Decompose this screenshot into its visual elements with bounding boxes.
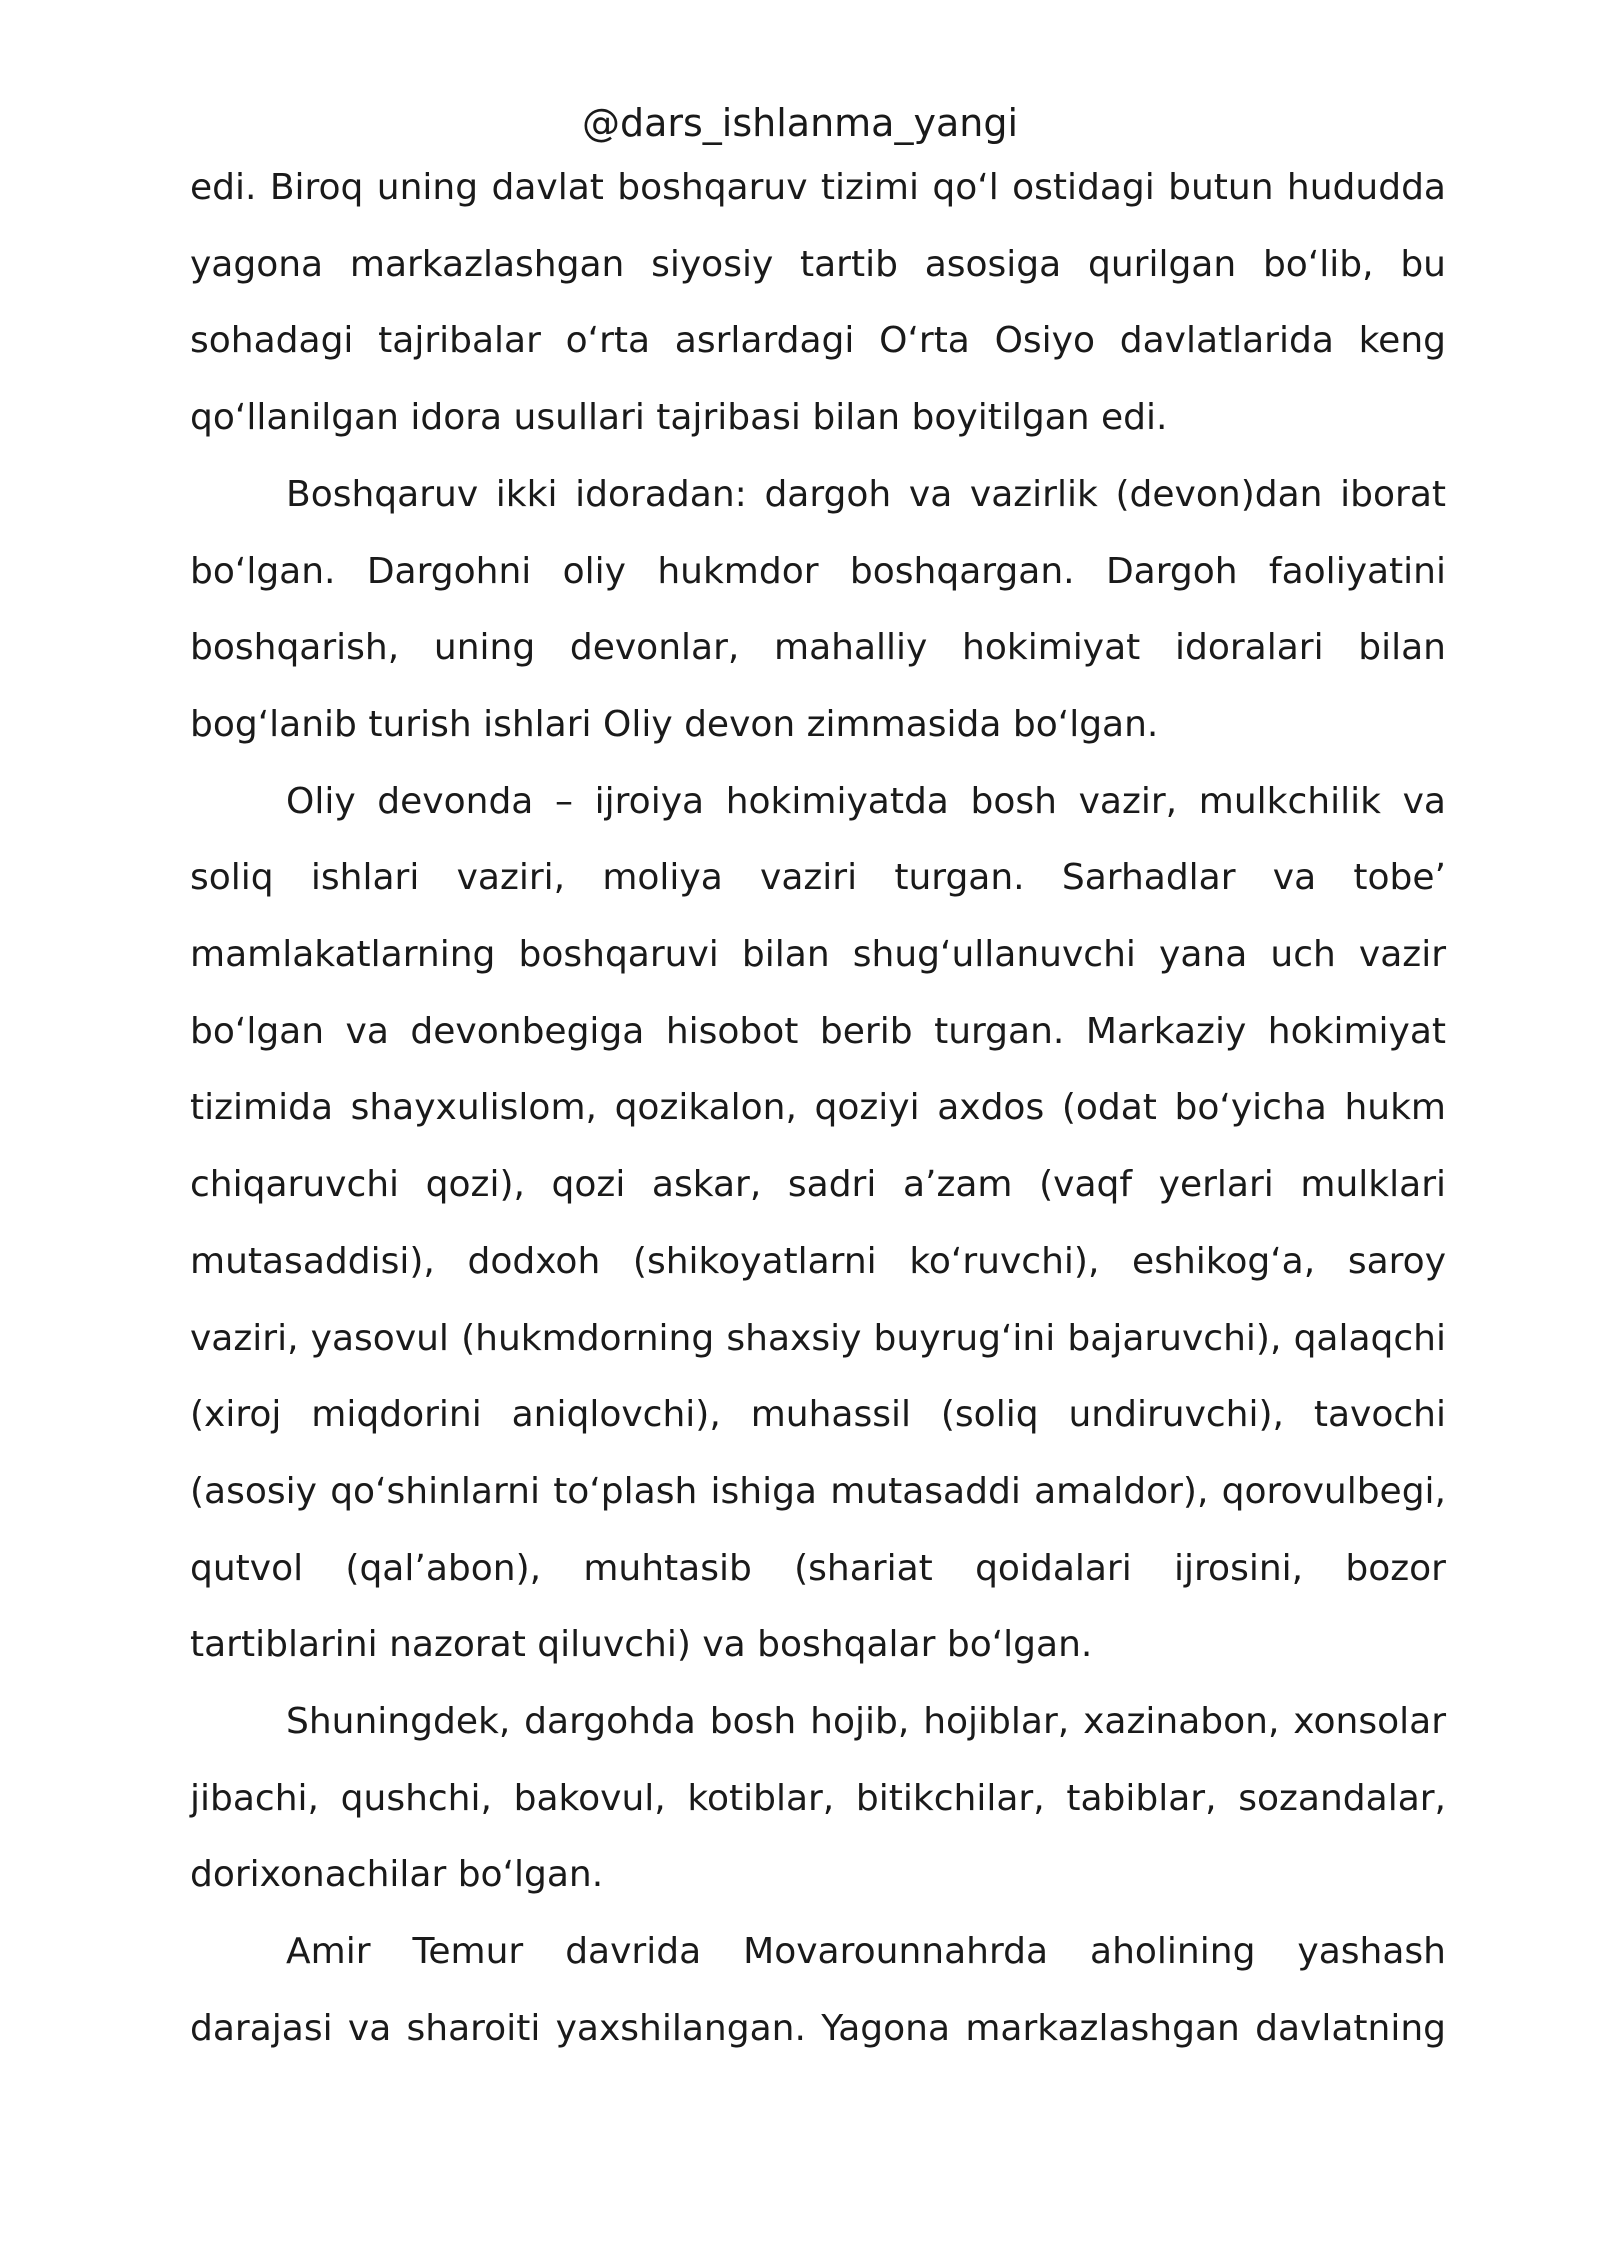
paragraph-5: Amir Temur davrida Movarounnahrda aholining yashash darajasi va sharoiti yaxshilangan. Yagona markazlashgan davlatning — [190, 1931, 1446, 2049]
paragraph-2: Boshqaruv ikki idoradan: dargoh va vazirlik (devon)dan iborat bo‘lgan. Dargohni oliy hukmdor boshqargan. Dargoh faoliyatini boshqarish, uning devonlar, mahalliy hokimiyat idoralari bilan bog‘lanib turish ishlari Oliy devon zimmasida bo‘lgan. — [190, 473, 1446, 745]
paragraph-3: Oliy devonda – ijroiya hokimiyatda bosh vazir, mulkchilik va soliq ishlari vaziri, moliya vaziri turgan. Sarhadlar va tobe’ mamlakatlarning boshqaruvi bilan shug‘ullanuvchi yana uch vazir bo‘lgan va devonbegiga hisobot berib turgan. Markaziy hokimiyat tizimida shayxulislom, qozikalon, qoziyi axdos (odat bo‘yicha hukm chiqaruvchi qozi), qozi askar, sadri a’zam (vaqf yerlari mulklari mutasaddisi), dodxoh (shikoyatlarni ko‘ruvchi), eshikog‘a, saroy vaziri, yasovul (hukmdorning shaxsiy buyrug‘ini bajaruvchi), qalaqchi (xiroj miqdorini aniqlovchi), muhassil (soliq undiruvchi), tavochi (asosiy qo‘shinlarni to‘plash ishiga mutasaddi amaldor), qorovulbegi, qutvol (qal’abon), muhtasib (shariat qoidalari ijrosini, bozor tartiblarini nazorat qiluvchi) va boshqalar bo‘lgan. — [190, 780, 1446, 1666]
page-header-channel: @dars_ishlanma_yangi — [581, 101, 1019, 145]
paragraph-4: Shuningdek, dargohda bosh hojib, hojiblar, xazinabon, xonsolar jibachi, qushchi, bakovul, kotiblar, bitikchilar, tabiblar, sozandalar, dorixonachilar bo‘lgan. — [190, 1701, 1446, 1896]
paragraph-1: edi. Biroq uning davlat boshqaruv tizimi qo‘l ostidagi butun hududda yagona markazlashgan siyosiy tartib asosiga qurilgan bo‘lib, bu sohadagi tajribalar o‘rta asrlardagi O‘rta Osiyo davlatlarida keng qo‘llanilgan idora usullari tajribasi bilan boyitilgan edi. — [190, 167, 1446, 439]
body-text — [190, 150, 1446, 2068]
